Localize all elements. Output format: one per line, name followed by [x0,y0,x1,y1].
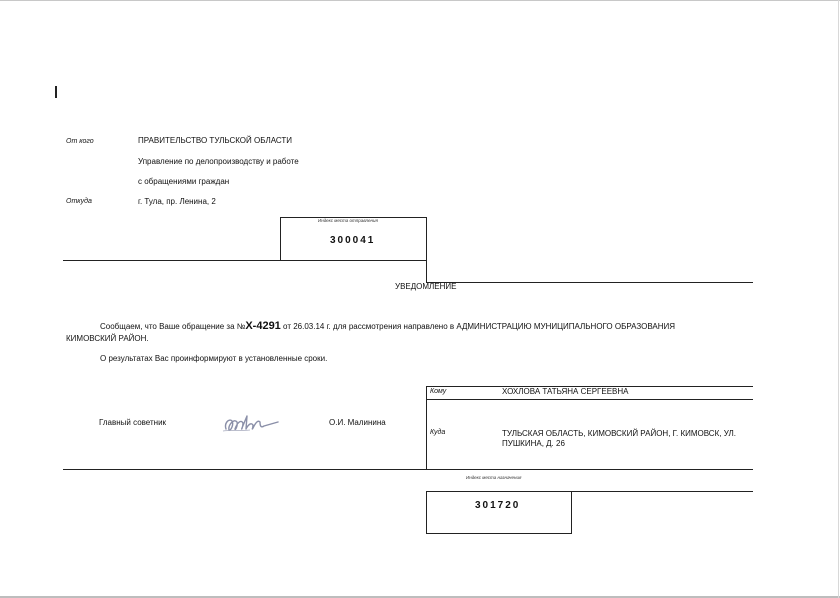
handwritten-signature [220,410,282,436]
sender-org-line3: с обращениями граждан [138,177,230,186]
notice-paragraph2: О результатах Вас проинформируют в установленные сроки. [100,354,328,363]
recipient-index-bottom-line [426,533,572,534]
sender-index-value: 300041 [330,235,376,246]
sender-org-line2: Управление по делопроизводству и работе [138,157,299,166]
recipient-address-line2: ПУШКИНА, Д. 26 [502,439,565,448]
request-number: X-4291 [245,320,281,332]
sender-index-caption: Индекс места отправления [318,218,378,223]
notice-title: УВЕДОМЛЕНИЕ [395,282,457,291]
notice-p1-after-number: от 26.03.14 г. для рассмотрения направлено в АДМИНИСТРАЦИЮ МУНИЦИПАЛЬНОГО ОБРАЗОВАНИЯ [283,322,676,331]
where-to-label: Куда [430,429,446,436]
recipient-index-top-line [426,491,753,492]
from-label: От кого [66,138,94,145]
recipient-index-right-line [571,491,572,534]
text-cursor [55,86,57,98]
sender-org-line1: ПРАВИТЕЛЬСТВО ТУЛЬСКОЙ ОБЛАСТИ [138,136,293,145]
sender-index-left-line [280,217,281,261]
recipient-address-line1: ТУЛЬСКАЯ ОБЛАСТЬ, КИМОВСКИЙ РАЙОН, Г. КИМОВСК, УЛ. [502,429,736,438]
sender-address: г. Тула, пр. Ленина, 2 [138,197,216,206]
notice-right-line [426,282,753,283]
recipient-index-caption: Индекс места назначения [466,475,522,480]
signer-position: Главный советник [99,418,167,427]
recipient-bottom-line [63,469,753,470]
notice-paragraph1-line2: КИМОВСКИЙ РАЙОН. [66,334,149,343]
signer-name: О.И. Малинина [329,418,386,427]
page-right-border [838,0,839,598]
to-label: Кому [430,388,447,395]
recipient-index-value: 301720 [475,500,521,511]
page-top-border [0,0,840,1]
sender-index-right-line [426,217,427,283]
notice-paragraph1-line1 [100,320,675,332]
notice-p1-prefix: Сообщаем, что Ваше обращение за № [100,322,246,331]
recipient-name-underline [426,399,753,400]
sender-bottom-line [63,260,427,261]
recipient-index-left-line [426,491,427,534]
recipient-name: ХОХЛОВА ТАТЬЯНА СЕРГЕЕВНА [502,387,629,396]
where-from-label: Откуда [66,198,92,205]
